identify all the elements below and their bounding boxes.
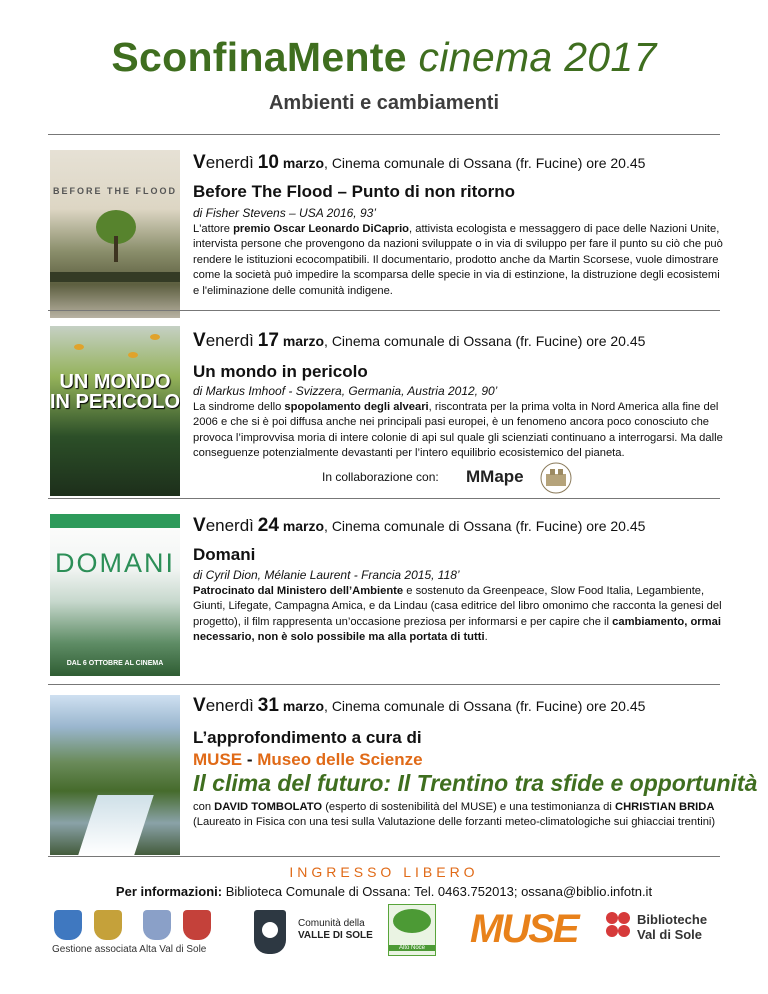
film-description: La sindrome dello spopolamento degli alveari, riscontrata per la prima volta in Nord America alla fine del 2006 e che si è poi diffusa anche nei principali pasi europei, è un fenomeno ancora poco conosciuto che provoca l’improvvisa moria di intere colonie di api sul quale gli scienziati continuano a interrogarsi. Ma dalle conseguenze potenzialmente devastanti per l’intero equilibrio ecosistemico del pianeta. [193, 401, 723, 460]
photo-mountain-river [50, 695, 180, 855]
film-credits: di Markus Imhoof - Svizzera, Germania, Austria 2012, 90’ [193, 384, 498, 398]
bee-icon [150, 334, 160, 340]
gestione-label: Gestione associata Alta Val di Sole [52, 944, 207, 955]
divider [48, 684, 720, 685]
event-date: Venerdì 24 marzo, Cinema comunale di Ossana (fr. Fucine) ore 20.45 [193, 515, 646, 536]
biblioteche-icon [604, 910, 632, 940]
biblioteche-label: Biblioteche Val di Sole [637, 912, 708, 942]
title-light: cinema 2017 [418, 34, 657, 80]
page-subtitle: Ambienti e cambiamenti [268, 92, 500, 114]
film-description: Patrocinato dal Ministero dell’Ambiente e sostenuto da Greenpeace, Slow Food Italia, Legambiente, Giunti, Lifegate, Campagna Amica, e da Lindau (casa editrice del libro omonimo che racconta la genesi del progetto), il film rappresenta un’occasione preziosa per informarsi e per capire che il cambiamento, ormai necessario, non è solo possibile ma alla portata di tutti. [193, 585, 722, 644]
divider [48, 856, 720, 857]
poster-banner [50, 514, 180, 528]
film-credits: di Cyril Dion, Mélanie Laurent - Francia 2015, 118’ [193, 568, 460, 582]
mmape-logo: MMape [466, 467, 528, 489]
film-title: Domani [193, 545, 256, 564]
film-title: Before The Flood – Punto di non ritorno [193, 182, 516, 201]
divider [48, 134, 720, 135]
muse-heading: MUSE - Museo delle Scienze [193, 750, 423, 769]
event-date: Venerdì 31 marzo, Cinema comunale di Ossana (fr. Fucine) ore 20.45 [193, 695, 646, 716]
crest-icon [143, 910, 171, 940]
comunita-label: Comunità della VALLE DI SOLE [298, 918, 373, 941]
bee-icon [74, 344, 84, 350]
divider [48, 498, 720, 499]
poster-title: BEFORE THE FLOOD [53, 186, 177, 196]
trunk-shape [114, 236, 118, 262]
poster-before-the-flood [50, 150, 180, 318]
talk-intro: L’approfondimento a cura di [193, 728, 422, 747]
rete-riserve-logo: Alto Noce [388, 904, 436, 956]
poster-domani [50, 510, 180, 676]
comunita-shield-icon [254, 910, 286, 954]
page-title [0, 34, 768, 81]
poster-footer: DAL 6 OTTOBRE AL CINEMA [66, 660, 164, 667]
castle-logo [538, 462, 574, 494]
talk-title: Il clima del futuro: Il Trentino tra sfide e opportunità [193, 770, 758, 796]
title-bold: SconfinaMente [111, 34, 407, 80]
divider [48, 310, 720, 311]
film-title: Un mondo in pericolo [193, 362, 368, 381]
poster-band [50, 272, 180, 282]
poster-title: UN MONDO IN PERICOLO [50, 371, 180, 413]
info-line: Per informazioni: Biblioteca Comunale di Ossana: Tel. 0463.752013; ossana@biblio.infotn.it [115, 884, 653, 899]
crest-icon [94, 910, 122, 940]
poster-title: DOMANI [55, 548, 175, 578]
collab-label: In collaborazione con: [322, 470, 439, 484]
film-description: L'attore premio Oscar Leonardo DiCaprio, attivista ecologista e messaggero di pace delle Nazioni Unite, intervista persone che provengono da nazioni sviluppate o in via di sviluppo per fare il punto su ciò che può rendere le istituzioni ecocompatibili. Il documentario, prodotto anche da Martin Scorsese, vuole dimostrare come la società può impedire la scomparsa delle specie in via di estinzione, la distruzione degli ecosistemi e l'eliminazione delle comunità indigene. [193, 223, 723, 297]
crest-icon [54, 910, 82, 940]
leaf-icon [393, 909, 431, 933]
river-shape [78, 795, 153, 855]
bee-icon [128, 352, 138, 358]
free-entry: INGRESSO LIBERO [289, 864, 479, 880]
film-credits: di Fisher Stevens – USA 2016, 93’ [193, 206, 376, 220]
muse-logo: MUSE [470, 907, 578, 951]
crest-icon [183, 910, 211, 940]
poster-un-mondo-in-pericolo [50, 326, 180, 496]
event-date: Venerdì 17 marzo, Cinema comunale di Ossana (fr. Fucine) ore 20.45 [193, 330, 646, 351]
event-date: Venerdì 10 marzo, Cinema comunale di Ossana (fr. Fucine) ore 20.45 [193, 152, 646, 173]
talk-description: con DAVID TOMBOLATO (esperto di sostenibilità del MUSE) e una testimonianza di CHRISTIAN BRIDA (Laureato in Fisica con una tesi sulla Valutazione delle forzanti meteo-climatologiche sui ghiacciai trentini) [193, 801, 716, 829]
